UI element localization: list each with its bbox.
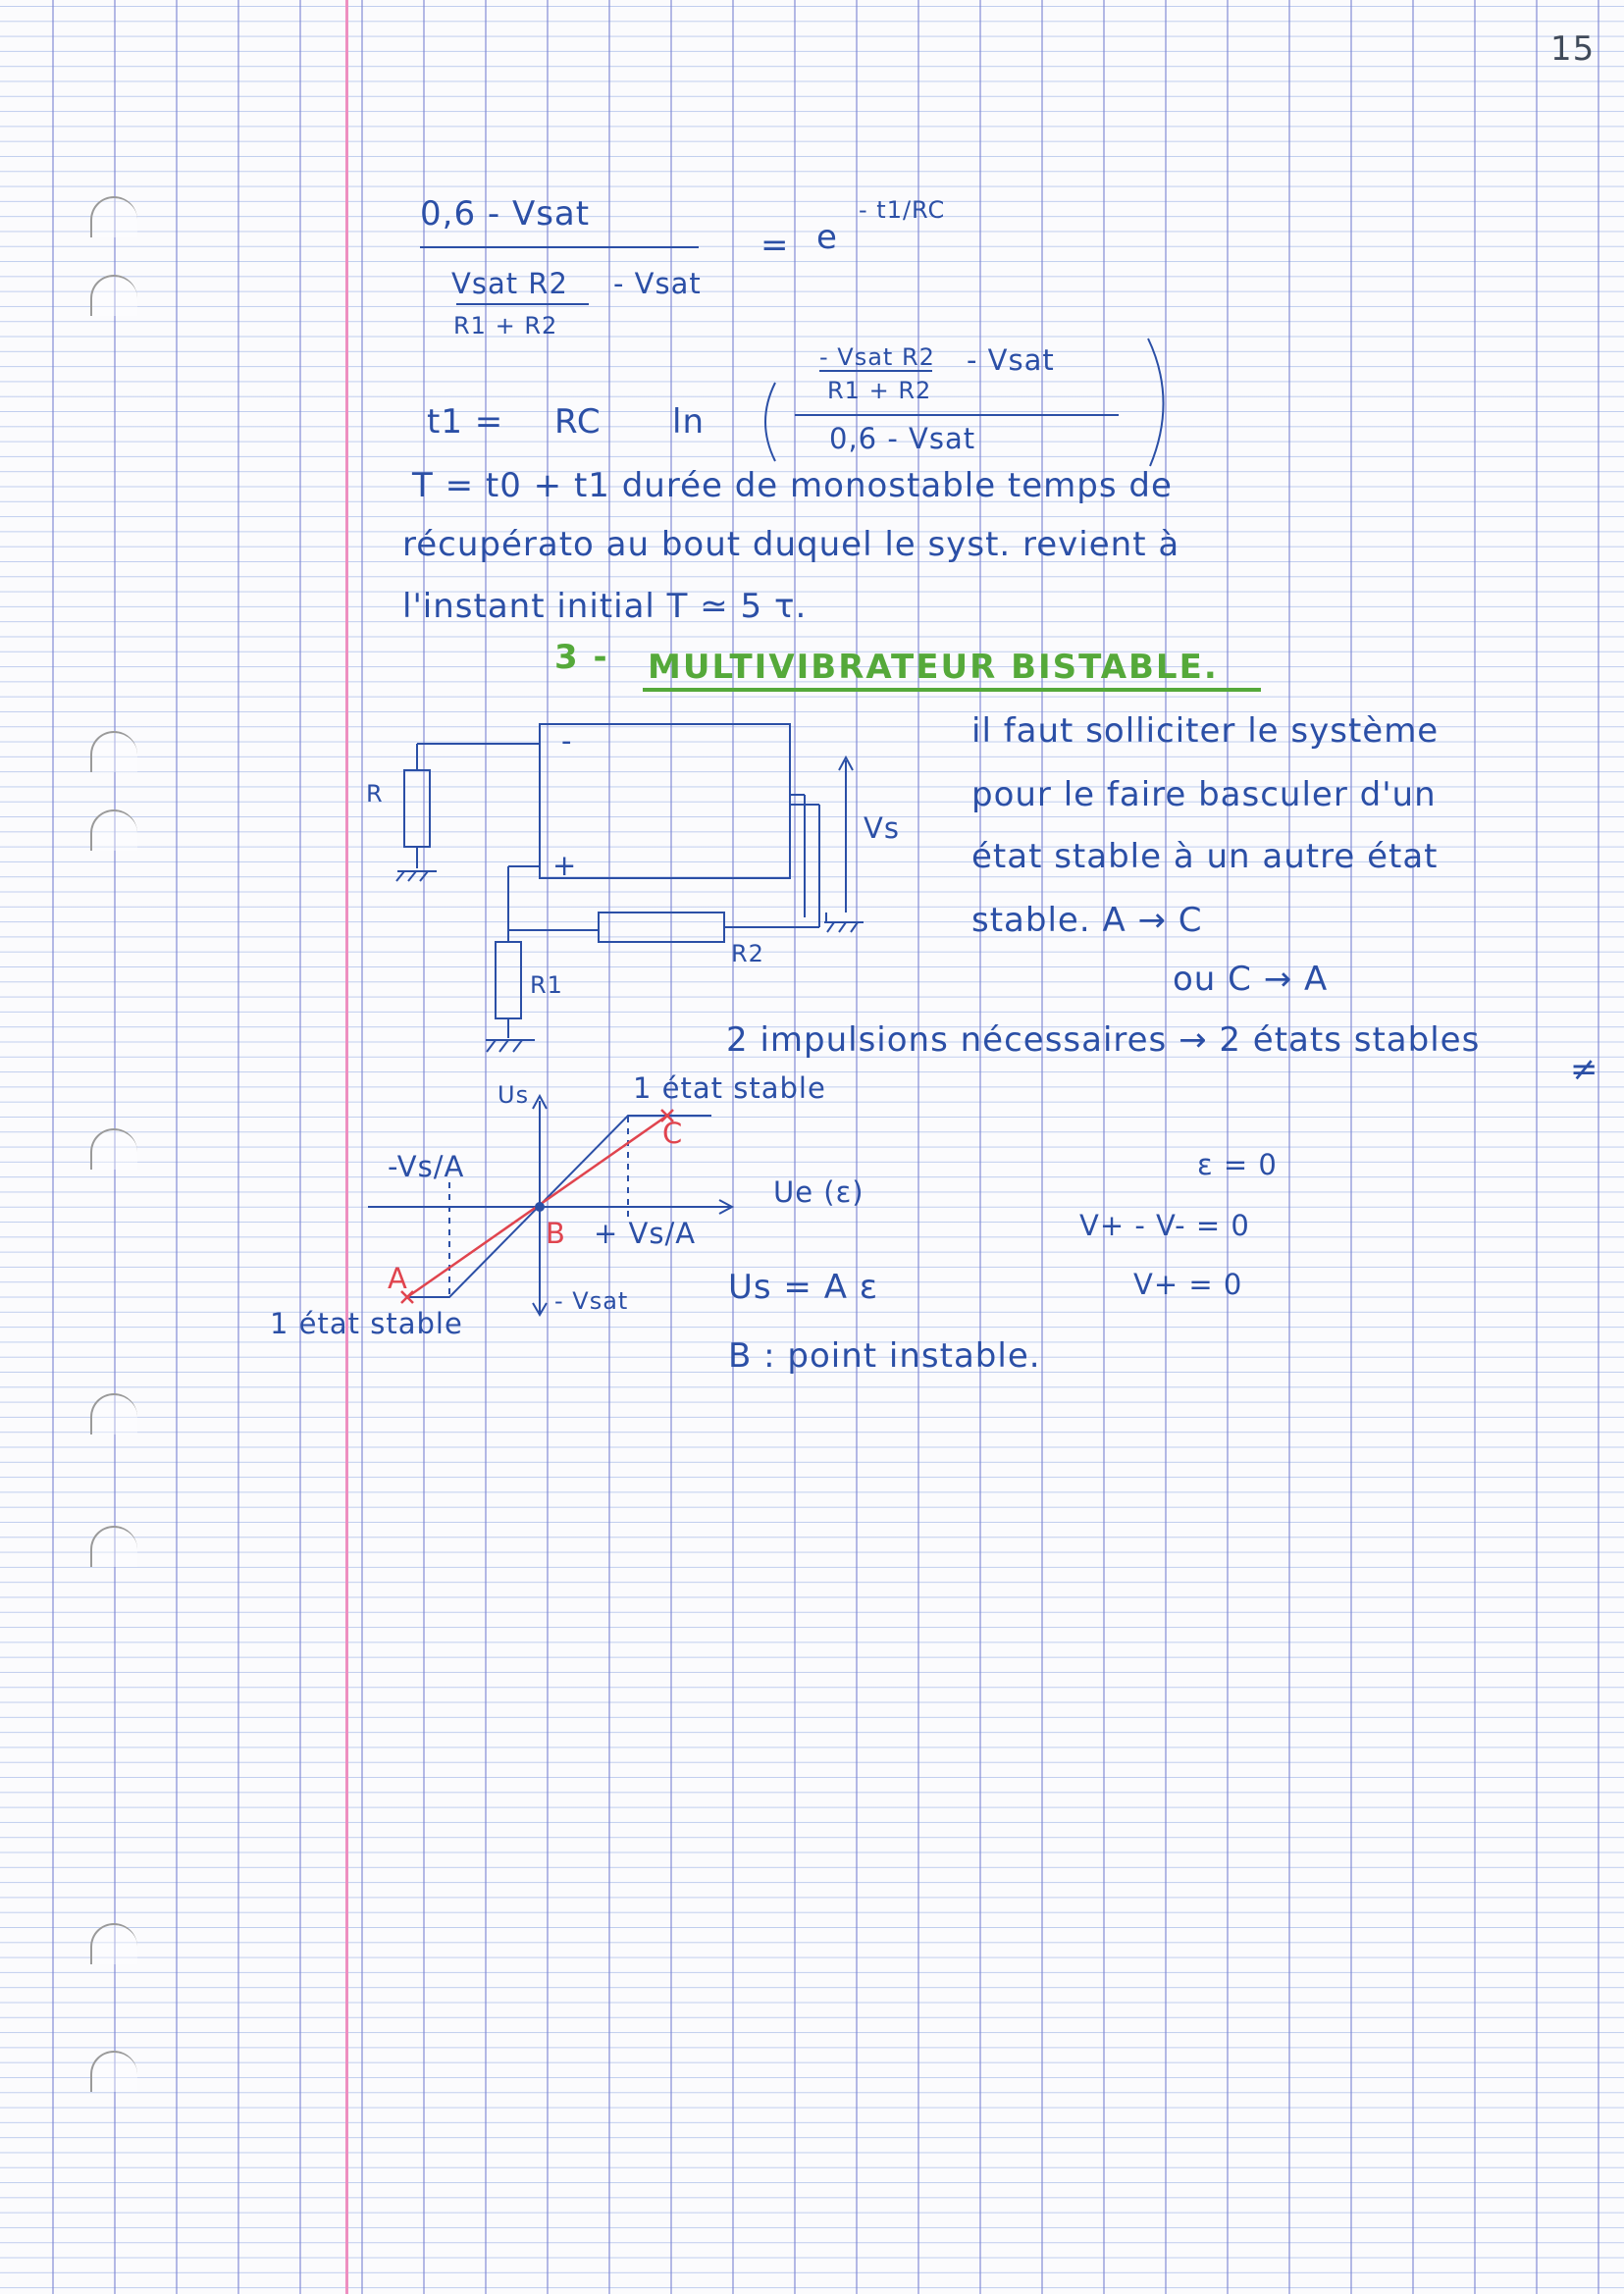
resistor-r1 [496,942,521,1018]
graph-ue-label: Ue (ε) [773,1175,864,1209]
graph-point-c: C [662,1117,684,1150]
eq1-exponent: - t1/RC [859,196,946,224]
explanation-line: stable. A → C [971,901,1203,940]
explanation-line: état stable à un autre état [971,837,1439,876]
resistor-r [404,770,430,847]
eq1-denominator-frac-den: R1 + R2 [453,312,558,339]
eq2-lhs: t1 = [427,402,504,442]
circuit-label-r: R [366,780,384,808]
eq1-numerator: 0,6 - Vsat [420,194,591,234]
resistor-r2 [599,912,724,942]
circuit-label-vs: Vs [864,811,900,845]
eq1-denominator-a: Vsat R2 [451,267,568,300]
text-line: T = t0 + t1 durée de monostable temps de [412,466,1173,505]
relation-us: Us = A ε [728,1268,879,1307]
graph-pos-vs-a: + Vs/A [594,1217,697,1250]
circuit-label-minus: - [561,724,573,757]
circuit-label-r1: R1 [530,971,563,999]
page-number: 15 [1550,29,1596,69]
eq1-equals: = [760,226,790,265]
relation-eps: ε = 0 [1197,1148,1278,1181]
graph-point-a: A [388,1262,408,1295]
graph-etat-stable-top: 1 état stable [633,1071,826,1105]
circuit-label-plus: + [552,849,578,882]
graph-point-b: B [546,1217,566,1250]
eq2-ln: ln [672,402,705,442]
eq2-inner-den: 0,6 - Vsat [829,422,976,455]
section-title: MULTIVIBRATEUR BISTABLE. [648,648,1219,687]
eq1-rhs: e [816,218,838,257]
text-line: récupérato au bout duquel le syst. revient à [402,525,1180,564]
relation-b-unstable: B : point instable. [728,1336,1041,1376]
point-b-dot [535,1202,545,1212]
eq2-inner-num-b: - Vsat [967,343,1055,377]
neq-mark: ≠ [1570,1050,1599,1089]
relation-vplus: V+ = 0 [1133,1268,1243,1301]
explanation-line: pour le faire basculer d'un [971,775,1437,814]
graph-neg-vs-a: -Vs/A [388,1150,465,1183]
section-number: 3 - [554,638,609,677]
relation-vdiff: V+ - V- = 0 [1079,1209,1250,1242]
graph-neg-vsat: - Vsat [554,1287,629,1315]
graph-etat-stable-bottom: 1 état stable [270,1307,463,1340]
graph-us-label: Us [498,1081,530,1109]
impulses-line: 2 impulsions nécessaires → 2 états stables [726,1020,1481,1060]
explanation-line: ou C → A [1173,960,1329,999]
eq2-inner-num-frac: - Vsat R2 [819,343,935,371]
text-line: l'instant initial T ≃ 5 τ. [402,587,808,626]
right-paren [1148,339,1164,466]
opamp-box [540,724,790,878]
explanation-line: il faut solliciter le système [971,711,1440,751]
circuit-label-r2: R2 [731,940,764,967]
eq2-rc: RC [554,402,602,442]
eq2-inner-num-frac-den: R1 + R2 [827,377,932,404]
left-paren [765,383,775,461]
eq1-denominator-b: - Vsat [613,267,702,300]
